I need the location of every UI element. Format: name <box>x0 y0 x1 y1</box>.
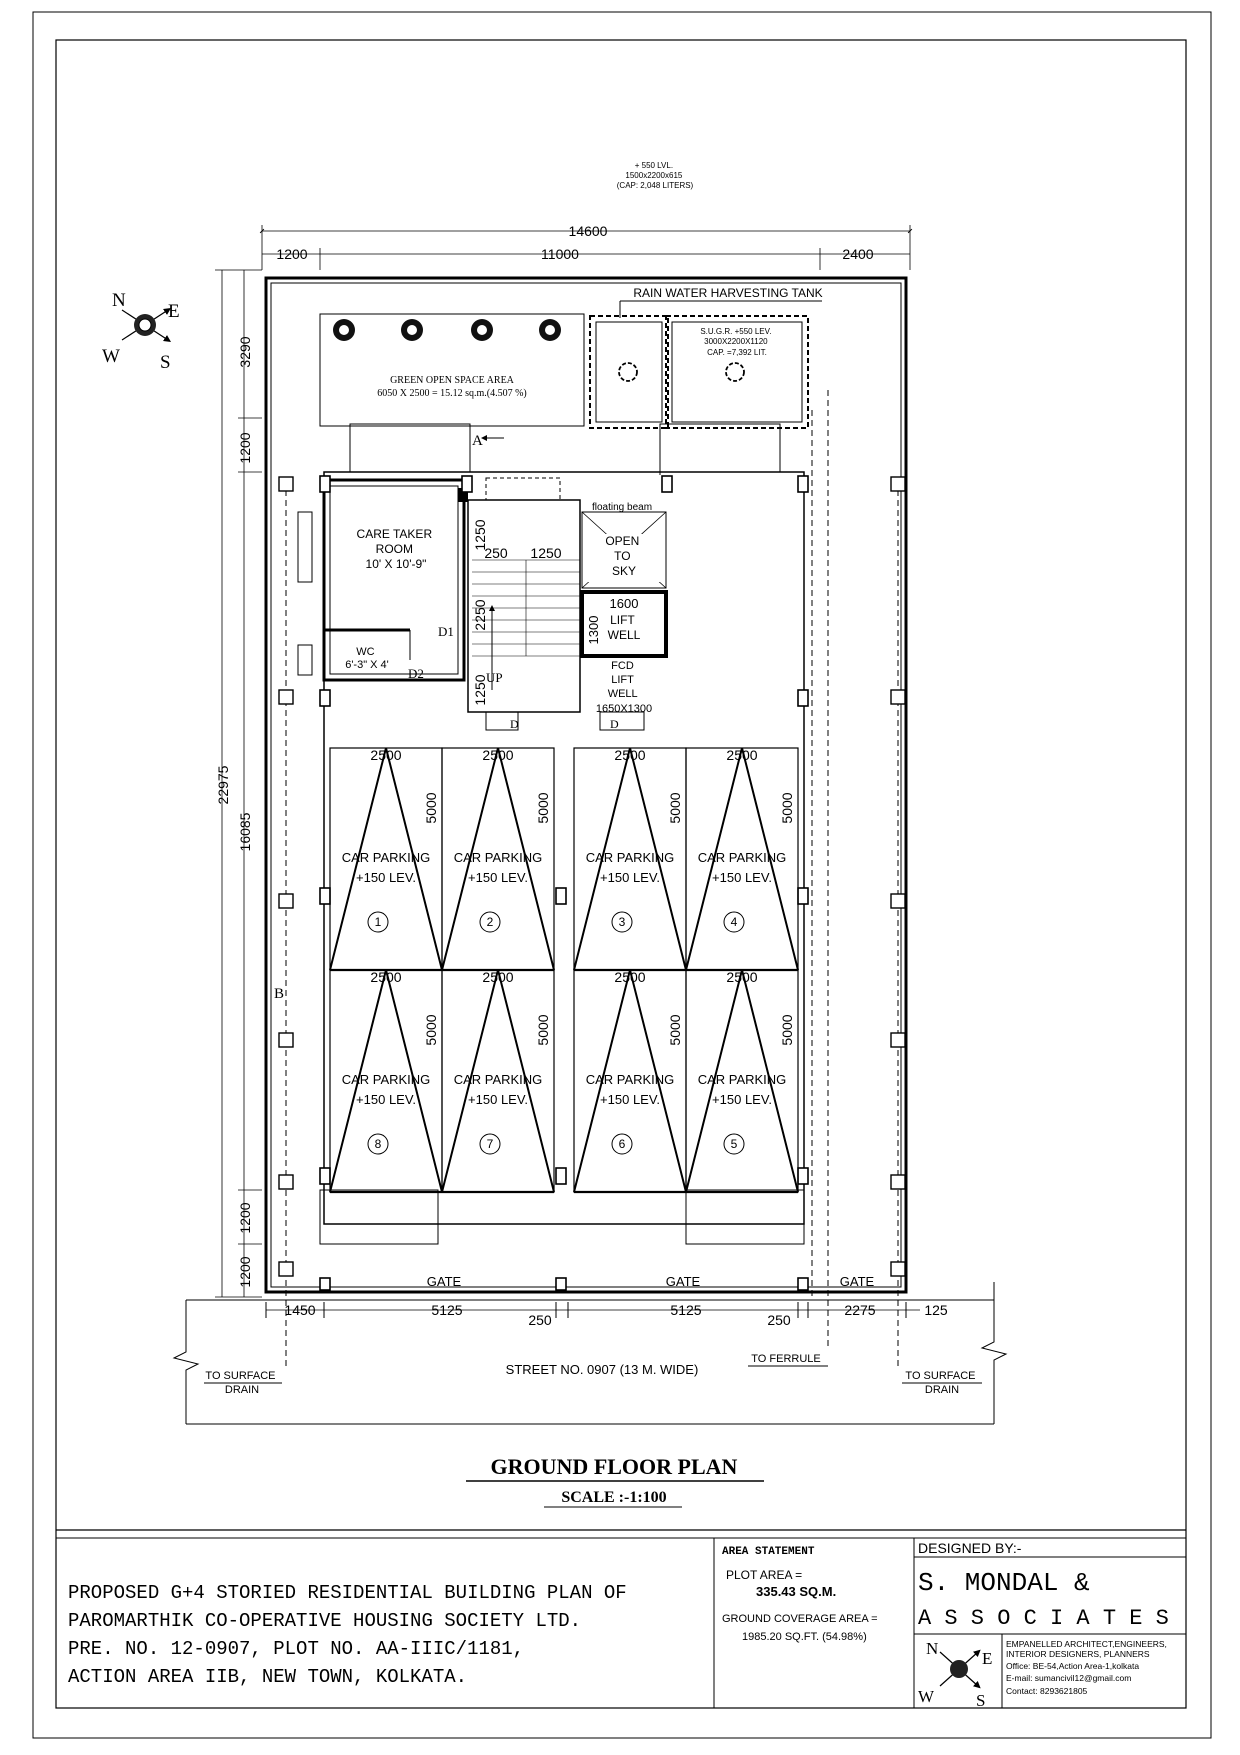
bay-number: 5 <box>730 1137 738 1151</box>
dim-stair-250: 250 <box>484 545 508 561</box>
bay-width-dim: 2500 <box>614 969 646 985</box>
building-footprint <box>324 472 804 1224</box>
dim-bottom-5125-a: 5125 <box>431 1302 463 1318</box>
dim-bottom-250-b: 250 <box>767 1312 791 1328</box>
parking-label: CAR PARKING <box>585 850 675 865</box>
svg-text:N: N <box>112 290 126 311</box>
drawing-scale: SCALE :-1:100 <box>561 1489 667 1506</box>
dim-lift-width: 1600 <box>609 596 639 611</box>
section-a-marker: A <box>472 433 483 449</box>
parking-label: CAR PARKING <box>585 1072 675 1087</box>
stair-up-label: UP <box>486 670 503 685</box>
bay-depth-dim: 5000 <box>535 792 551 824</box>
door-d2-label: D2 <box>408 666 424 681</box>
ground-coverage-label: GROUND COVERAGE AREA = <box>722 1613 878 1625</box>
dim-bottom-2275: 2275 <box>844 1302 876 1318</box>
section-b-marker: B <box>274 986 285 1002</box>
bay-number: 1 <box>374 915 382 929</box>
fcd-lift-well-label: FCD LIFT WELL 1650X1300 <box>595 660 653 715</box>
dim-top-middle: 11000 <box>541 246 579 262</box>
plot-area-value: 335.43 SQ.M. <box>756 1584 837 1599</box>
bay-width-dim: 2500 <box>482 969 514 985</box>
ground-coverage-value: 1985.20 SQ.FT. (54.98%) <box>742 1631 867 1643</box>
parking-level: +150 LEV. <box>468 1092 528 1107</box>
bay-width-dim: 2500 <box>370 747 402 763</box>
bay-number: 7 <box>486 1137 494 1151</box>
svg-text:W: W <box>918 1687 935 1706</box>
dim-left-overall: 22975 <box>215 765 231 805</box>
manhole-symbol <box>726 363 744 381</box>
rain-tank-label: RAIN WATER HARVESTING TANK <box>633 286 823 300</box>
green-space-area: 6050 X 2500 = 15.12 sq.m.(4.507 %) <box>377 388 527 399</box>
svg-text:E: E <box>982 1649 993 1668</box>
dim-stair-1250-top: 1250 <box>472 519 488 551</box>
drawing-title: GROUND FLOOR PLAN <box>490 1454 738 1479</box>
door-d-lift: D <box>610 717 619 731</box>
bay-depth-dim: 5000 <box>779 1014 795 1046</box>
bay-width-dim: 2500 <box>614 747 646 763</box>
svg-text:E: E <box>168 301 180 322</box>
bay-depth-dim: 5000 <box>667 1014 683 1046</box>
svg-text:S: S <box>976 1691 986 1710</box>
dim-top-left: 1200 <box>276 246 308 262</box>
dim-bottom-1450: 1450 <box>284 1302 316 1318</box>
gate-label-3: GATE <box>839 1274 875 1289</box>
bay-width-dim: 2500 <box>726 969 758 985</box>
parking-level: +150 LEV. <box>356 1092 416 1107</box>
bay-depth-dim: 5000 <box>535 1014 551 1046</box>
open-to-sky-label: OPEN TO SKY <box>605 534 640 578</box>
plot-boundary-inner <box>271 283 901 1287</box>
parking-label: CAR PARKING <box>453 850 543 865</box>
sugr-label: S.U.G.R. +550 LEV. 3000X2200X1120 CAP. =7,392 LIT. <box>700 327 772 357</box>
gate-label-2: GATE <box>665 1274 701 1289</box>
care-taker-label: CARE TAKER ROOM 10' X 10'-9" <box>356 527 433 571</box>
parking-level: +150 LEV. <box>712 1092 772 1107</box>
dim-bottom-125: 125 <box>924 1302 948 1318</box>
bay-number: 3 <box>618 915 626 929</box>
bay-depth-dim: 5000 <box>779 792 795 824</box>
parking-label: CAR PARKING <box>697 850 787 865</box>
dim-top-right: 2400 <box>842 246 874 262</box>
bay-number: 2 <box>486 915 494 929</box>
dim-stair-1250-bottom: 1250 <box>472 674 488 706</box>
care-taker-room <box>324 480 464 680</box>
dim-lift-depth: 1300 <box>586 615 601 645</box>
bay-number: 8 <box>374 1137 382 1151</box>
wc-label: WC 6'-3" X 4' <box>345 646 389 671</box>
rain-tank <box>590 316 668 428</box>
tree-symbols <box>333 319 561 341</box>
bay-depth-dim: 5000 <box>423 1014 439 1046</box>
parking-label: CAR PARKING <box>697 1072 787 1087</box>
to-surface-drain-right: TO SURFACE DRAIN <box>905 1370 976 1396</box>
project-description: PROPOSED G+4 STORIED RESIDENTIAL BUILDING PLAN OF PAROMARTHIK CO-OPERATIVE HOUSING SOCIETY LTD. PRE. NO. 12-0907, PLOT NO. AA-IIIC/1181, ACTION AREA IIB, NEW TOWN, KOLKATA. <box>68 1582 627 1688</box>
parking-label: CAR PARKING <box>453 1072 543 1087</box>
dim-stair-2250: 2250 <box>472 599 488 631</box>
bay-number: 4 <box>730 915 738 929</box>
door-d1-label: D1 <box>438 624 454 639</box>
firm-details: EMPANELLED ARCHITECT,ENGINEERS, INTERIOR DESIGNERS, PLANNERS Office: BE-54,Action Area-1,kolkata E-mail: sumancivil12@gmail.com Contact: 8293621805 <box>1006 1639 1167 1696</box>
parking-level: +150 LEV. <box>468 870 528 885</box>
green-space-label: GREEN OPEN SPACE AREA <box>390 375 514 386</box>
floating-beam-label: floating beam <box>592 502 653 513</box>
dim-left-16085: 16085 <box>237 812 253 852</box>
bay-width-dim: 2500 <box>370 969 402 985</box>
lift-well-label: LIFT WELL <box>607 613 641 642</box>
dim-stair-1250-h: 1250 <box>530 545 562 561</box>
plot-boundary <box>266 278 906 1292</box>
manhole-symbol <box>619 363 637 381</box>
bay-depth-dim: 5000 <box>423 792 439 824</box>
to-surface-drain-left: TO SURFACE DRAIN <box>205 1370 276 1396</box>
overhead-tank-note: + 550 LVL. 1500x2200x615 (CAP: 2,048 LITERS) <box>616 161 694 190</box>
dim-left-3290: 3290 <box>237 336 253 368</box>
svg-text:N: N <box>926 1639 939 1658</box>
compass-rose <box>102 290 180 373</box>
firm-name-line1: S. MONDAL & <box>918 1568 1090 1598</box>
bay-number: 6 <box>618 1137 626 1151</box>
gate-label-1: GATE <box>426 1274 462 1289</box>
parking-bays <box>330 747 798 1192</box>
svg-text:S: S <box>160 352 171 373</box>
parking-label: CAR PARKING <box>341 1072 431 1087</box>
svg-text:W: W <box>102 346 120 367</box>
plot-area-label: PLOT AREA = <box>726 1568 803 1582</box>
parking-level: +150 LEV. <box>712 870 772 885</box>
dim-bottom-250-a: 250 <box>528 1312 552 1328</box>
to-ferrule-label: TO FERRULE <box>751 1353 821 1365</box>
bay-depth-dim: 5000 <box>667 792 683 824</box>
firm-name-line2: A S S O C I A T E S <box>918 1606 1169 1631</box>
parking-label: CAR PARKING <box>341 850 431 865</box>
bay-width-dim: 2500 <box>482 747 514 763</box>
street-label: STREET NO. 0907 (13 M. WIDE) <box>505 1362 699 1377</box>
dim-left-1200-top: 1200 <box>237 432 253 464</box>
parking-level: +150 LEV. <box>600 870 660 885</box>
bay-width-dim: 2500 <box>726 747 758 763</box>
dim-bottom-5125-b: 5125 <box>670 1302 702 1318</box>
parking-level: +150 LEV. <box>600 1092 660 1107</box>
designed-by-label: DESIGNED BY:- <box>918 1540 1022 1556</box>
dim-overall-width: 14600 <box>568 223 608 239</box>
dim-left-1200-mid: 1200 <box>237 1202 253 1234</box>
parking-level: +150 LEV. <box>356 870 416 885</box>
title-block-compass <box>918 1639 992 1710</box>
area-statement-heading: AREA STATEMENT <box>722 1546 815 1558</box>
door-d-stair: D <box>510 717 519 731</box>
dim-left-1200-bottom: 1200 <box>237 1256 253 1288</box>
